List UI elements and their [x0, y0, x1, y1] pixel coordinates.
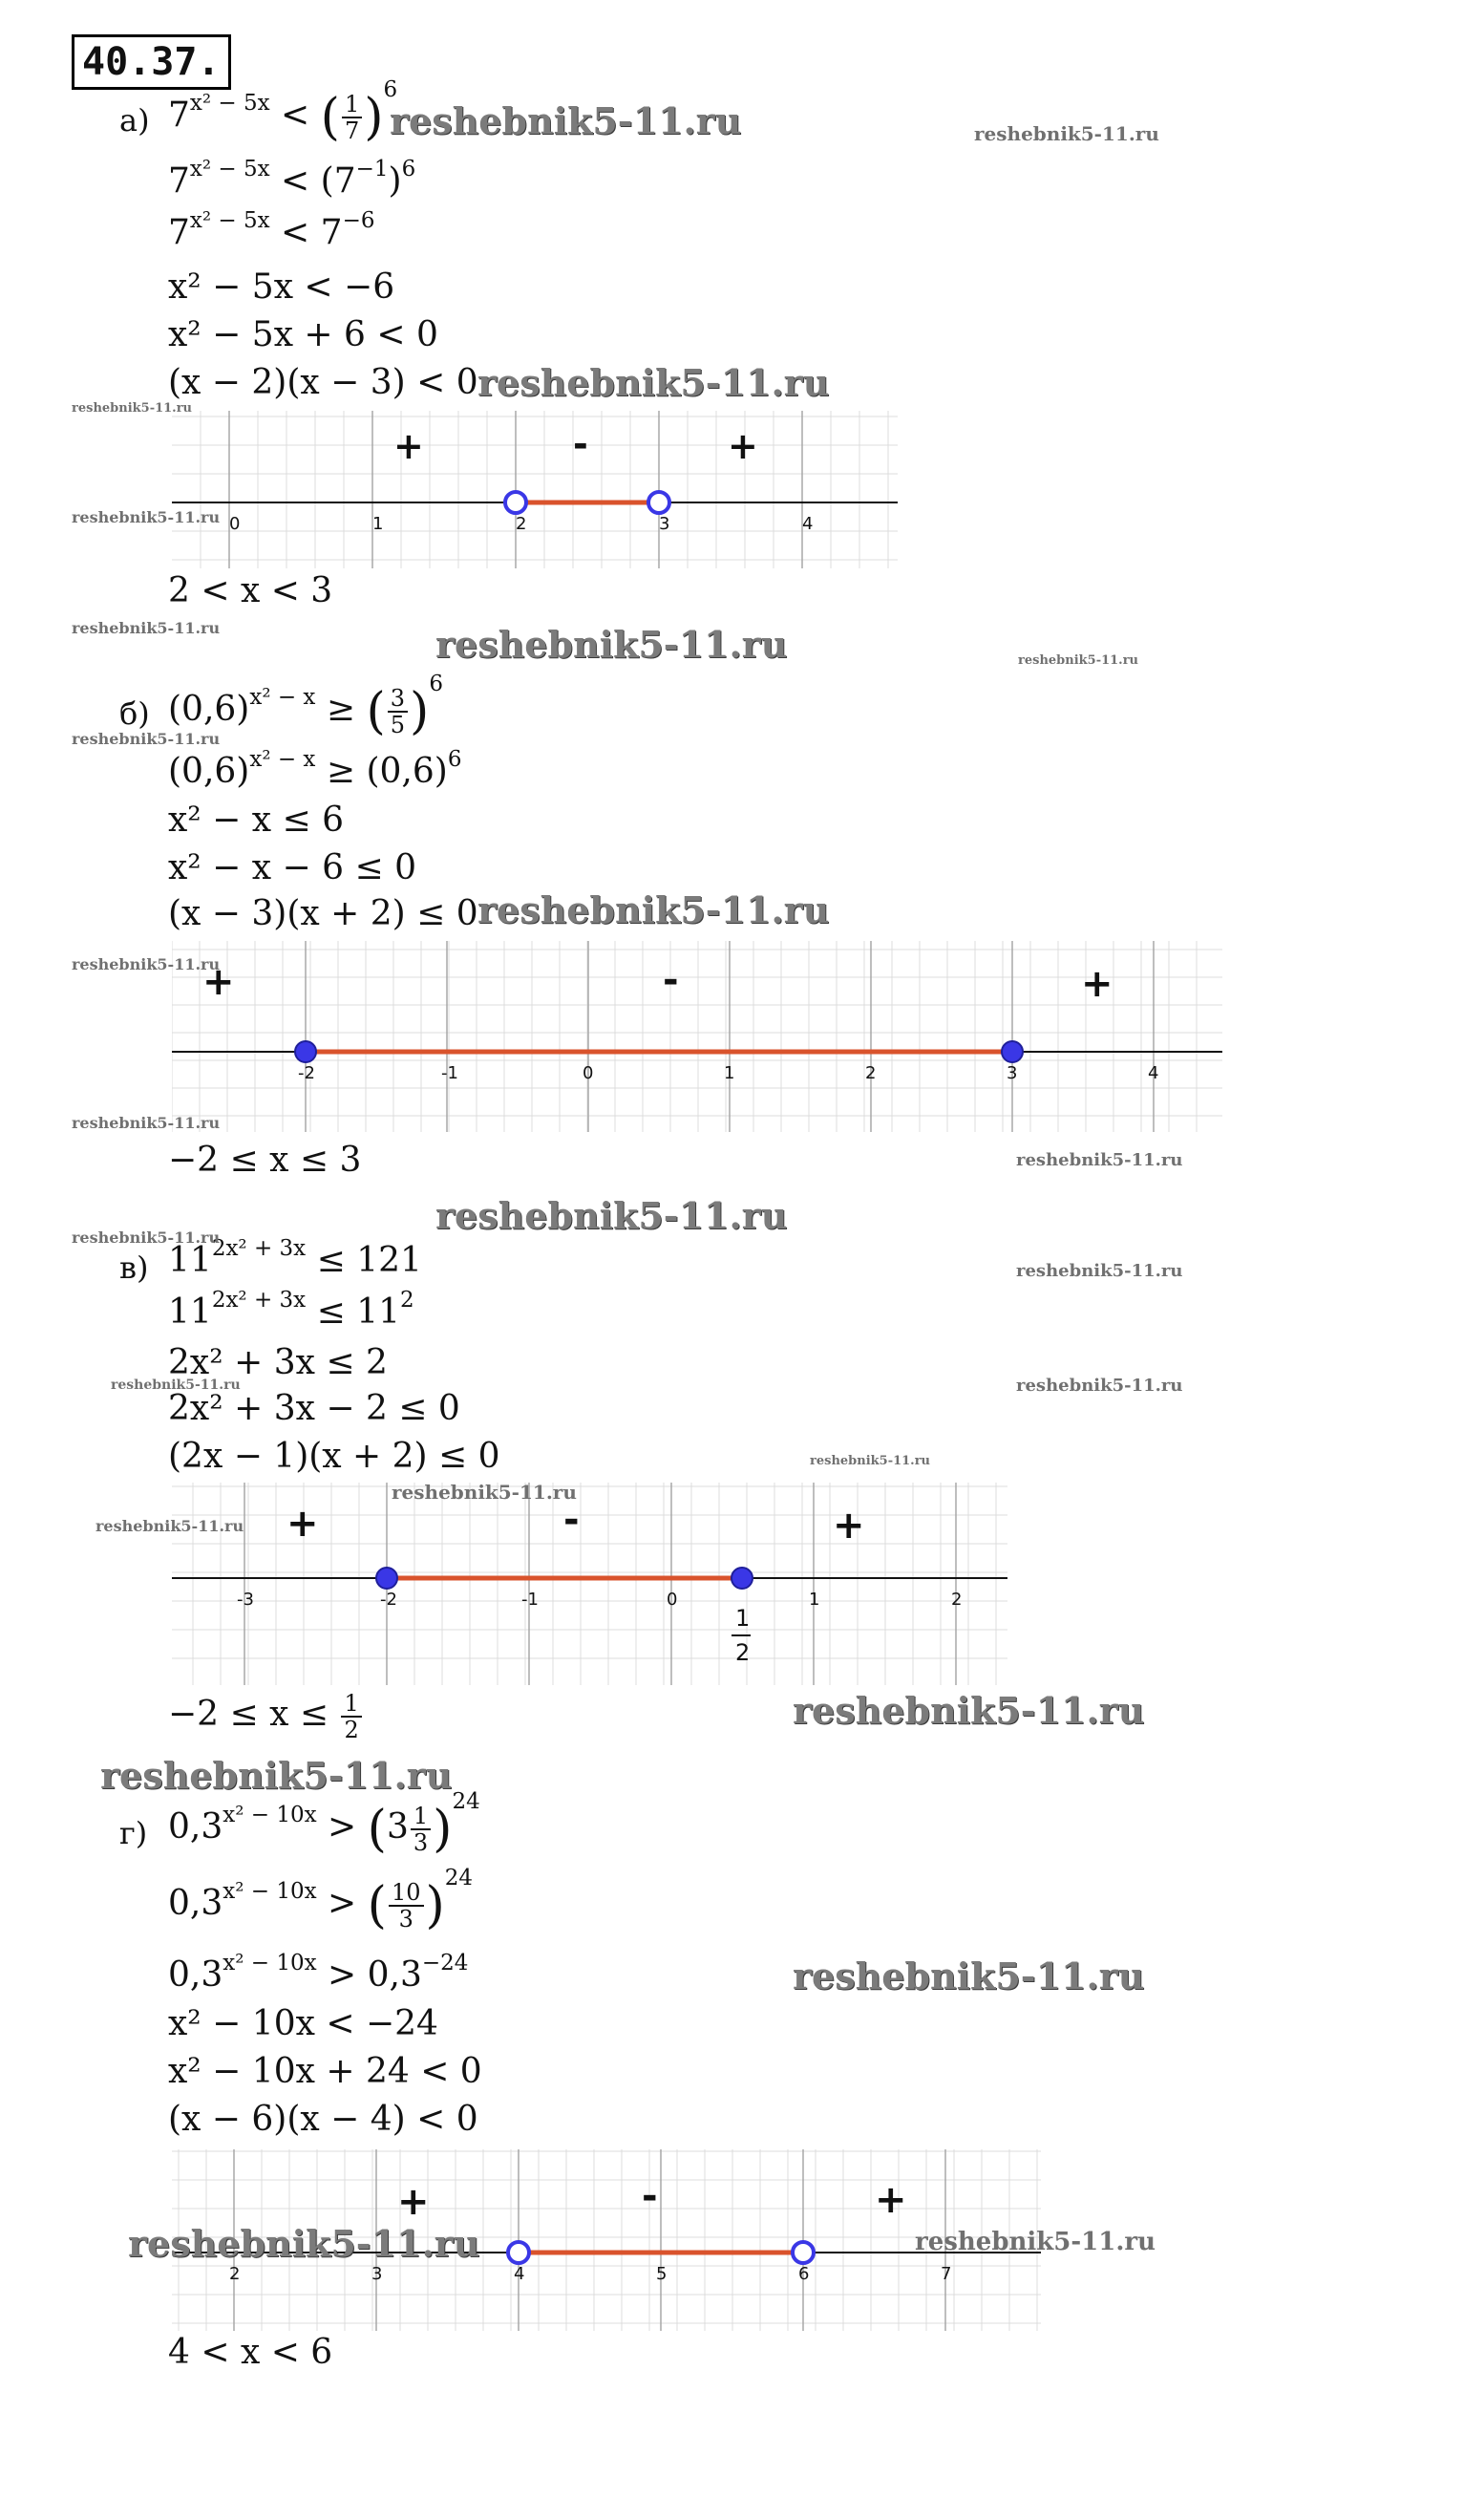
part-a-number-line — [172, 411, 898, 568]
exponent: x² − 5x — [189, 91, 270, 116]
part-b-number-line — [172, 941, 1222, 1132]
base: 11 — [168, 1241, 212, 1280]
part-a-line-4: x² − 5x < −6 — [168, 267, 395, 307]
sign-plus: + — [202, 960, 235, 1004]
denominator: 5 — [390, 712, 406, 738]
sign-plus: + — [728, 425, 758, 467]
tick-label: 1 — [724, 1063, 735, 1083]
tick-label: 3 — [371, 2264, 383, 2284]
closed-endpoint — [732, 1568, 753, 1589]
watermark: reshebnik5-11.ru — [974, 122, 1159, 145]
paren-close: ) — [425, 1877, 445, 1934]
open-endpoint — [508, 2242, 529, 2263]
part-g-line-3 — [168, 1951, 469, 1995]
watermark: reshebnik5-11.ru — [72, 1114, 221, 1132]
relation: ≥ (0,6) — [315, 752, 448, 791]
exponent: x² − 5x — [189, 157, 270, 182]
grid-major — [306, 941, 1154, 1132]
watermark: reshebnik5-11.ru — [793, 1954, 1145, 1997]
part-v-answer — [168, 1691, 364, 1742]
paren-close: ) — [364, 89, 384, 146]
base: 0,3 — [168, 1884, 223, 1923]
watermark: reshebnik5-11.ru — [72, 508, 221, 526]
part-g-answer: 4 < x < 6 — [168, 2333, 333, 2372]
open-endpoint — [505, 492, 526, 513]
fraction — [389, 1880, 424, 1932]
watermark: reshebnik5-11.ru — [1016, 1150, 1183, 1170]
part-g-label: г) — [119, 1815, 148, 1851]
tick-label: 5 — [656, 2264, 668, 2284]
part-v-line-4: 2x² + 3x − 2 ≤ 0 — [168, 1389, 460, 1428]
exponent: 2x² + 3x — [211, 1288, 307, 1313]
relation: < 7 — [269, 213, 343, 252]
tick-label: 0 — [229, 514, 241, 534]
fraction — [411, 1804, 431, 1855]
fraction — [342, 92, 362, 143]
tick-label: 2 — [229, 2264, 241, 2284]
part-a-line-1 — [168, 77, 398, 146]
tick-label: 2 — [516, 514, 527, 534]
base: 0,3 — [168, 1807, 223, 1847]
paren-close: ) — [433, 1801, 453, 1858]
paren-open: ( — [366, 683, 386, 740]
relation: ≤ 11 — [306, 1292, 400, 1332]
base: 7 — [168, 213, 190, 252]
base: 11 — [168, 1292, 212, 1332]
part-g-line-1 — [168, 1789, 480, 1858]
relation: < — [269, 96, 321, 135]
tick-label: 0 — [583, 1063, 594, 1083]
right-exponent: −6 — [342, 208, 375, 233]
denominator: 3 — [398, 1906, 413, 1933]
watermark: reshebnik5-11.ru — [100, 1754, 453, 1797]
base: 0,3 — [168, 1955, 223, 1995]
closed-endpoint — [1002, 1041, 1023, 1062]
paren-open: ( — [320, 89, 340, 146]
fraction — [341, 1691, 361, 1742]
watermark: reshebnik5-11.ru — [72, 619, 221, 637]
right-exponent: −24 — [421, 1951, 469, 1975]
part-a-label: а) — [119, 102, 150, 139]
tick-label: 4 — [1148, 1063, 1159, 1083]
part-a-line-6: (x − 2)(x − 3) < 0 — [168, 363, 478, 402]
outer-exponent: 24 — [444, 1866, 474, 1890]
outer-exponent: 6 — [401, 157, 416, 182]
paren-close: ) — [410, 683, 430, 740]
watermark: reshebnik5-11.ru — [95, 1517, 244, 1535]
numerator: 1 — [341, 1691, 361, 1718]
part-v-line-5: (2x − 1)(x + 2) ≤ 0 — [168, 1437, 500, 1476]
base: (0,6) — [168, 690, 250, 729]
base: 7 — [168, 161, 190, 201]
watermark: reshebnik5-11.ru — [390, 99, 742, 142]
grid-minor — [172, 411, 898, 568]
tick-label: 0 — [667, 1590, 678, 1610]
exponent: x² − 10x — [223, 1803, 317, 1827]
tick-label: 4 — [802, 514, 814, 534]
tick-label: -2 — [298, 1063, 315, 1083]
exponent: x² − 10x — [223, 1951, 317, 1975]
sign-plus: + — [286, 1502, 319, 1546]
paren-open: ( — [367, 1877, 387, 1934]
numerator: 1 — [411, 1804, 431, 1830]
tick-label: -1 — [441, 1063, 458, 1083]
whole-part: 3 — [386, 1807, 409, 1847]
sign-plus: + — [397, 2180, 430, 2224]
part-g-line-6: (x − 6)(x − 4) < 0 — [168, 2100, 478, 2139]
problem-number: 40.37. — [72, 34, 231, 90]
relation: ≤ 121 — [306, 1241, 422, 1280]
tick-label: 7 — [941, 2264, 952, 2284]
tick-label: 6 — [798, 2264, 810, 2284]
watermark: reshebnik5-11.ru — [435, 1194, 788, 1237]
paren-open: ( — [367, 1801, 387, 1858]
denominator: 3 — [413, 1829, 429, 1856]
exponent: x² − 5x — [189, 208, 270, 233]
open-endpoint — [793, 2242, 814, 2263]
exponent: x² − x — [249, 685, 316, 710]
part-b-line-5: (x − 3)(x + 2) ≤ 0 — [168, 894, 478, 933]
watermark: reshebnik5-11.ru — [1016, 1376, 1183, 1396]
answer-text: −2 ≤ x ≤ — [168, 1695, 340, 1734]
watermark: reshebnik5-11.ru — [1018, 653, 1139, 668]
watermark: reshebnik5-11.ru — [128, 2222, 480, 2265]
tick-label: 1 — [809, 1590, 820, 1610]
sign-plus: + — [1081, 962, 1113, 1006]
watermark: reshebnik5-11.ru — [477, 888, 830, 931]
numerator: 1 — [342, 92, 362, 118]
tick-label: 4 — [514, 2264, 525, 2284]
closed-endpoint — [295, 1041, 316, 1062]
relation: > 0,3 — [316, 1955, 422, 1995]
part-b-answer: −2 ≤ x ≤ 3 — [168, 1141, 362, 1180]
relation: > — [316, 1807, 368, 1847]
right-exponent: 2 — [400, 1288, 414, 1313]
exponent: x² − 10x — [223, 1879, 317, 1904]
tick-label: -1 — [521, 1590, 539, 1610]
tick-label: 3 — [1007, 1063, 1018, 1083]
relation: > — [316, 1884, 368, 1923]
outer-exponent: 24 — [452, 1789, 480, 1814]
outer-exponent: 6 — [383, 77, 398, 102]
part-b-line-2 — [168, 747, 462, 791]
watermark: reshebnik5-11.ru — [392, 1481, 577, 1504]
watermark: reshebnik5-11.ru — [111, 1377, 241, 1393]
watermark: reshebnik5-11.ru — [810, 1454, 931, 1468]
tick-label: -3 — [237, 1590, 254, 1610]
watermark: reshebnik5-11.ru — [435, 623, 788, 666]
part-b-line-4: x² − x − 6 ≤ 0 — [168, 848, 416, 887]
part-a-line-5: x² − 5x + 6 < 0 — [168, 315, 438, 354]
sign-minus: - — [573, 423, 588, 465]
outer-exponent: 6 — [429, 672, 443, 696]
exponent: x² − x — [249, 747, 316, 772]
part-g-line-4: x² − 10x < −24 — [168, 2004, 438, 2043]
part-v-line-3: 2x² + 3x ≤ 2 — [168, 1343, 388, 1382]
tick-label: 2 — [951, 1590, 963, 1610]
closed-endpoint — [376, 1568, 397, 1589]
part-a-answer: 2 < x < 3 — [168, 571, 333, 610]
tick-label: 2 — [865, 1063, 877, 1083]
sign-plus: + — [393, 425, 424, 467]
tick-half-numerator: 1 — [735, 1605, 751, 1632]
watermark: reshebnik5-11.ru — [72, 401, 193, 416]
denominator: 2 — [344, 1717, 359, 1743]
part-v-label: в) — [119, 1249, 149, 1286]
part-v-line-2 — [168, 1288, 414, 1332]
part-g-line-5: x² − 10x + 24 < 0 — [168, 2052, 482, 2091]
part-a-line-2 — [168, 157, 416, 201]
sign-minus: - — [563, 1498, 580, 1542]
sign-plus: + — [875, 2178, 907, 2222]
tick-label: 1 — [372, 514, 384, 534]
open-endpoint — [648, 492, 669, 513]
grid-minor — [172, 941, 1222, 1132]
sign-minus: - — [642, 2174, 658, 2218]
numerator: 10 — [389, 1880, 424, 1907]
part-a-line-3 — [168, 208, 375, 252]
part-v-number-line — [172, 1483, 1007, 1685]
watermark: reshebnik5-11.ru — [477, 361, 830, 404]
watermark: reshebnik5-11.ru — [915, 2228, 1156, 2256]
watermark: reshebnik5-11.ru — [793, 1689, 1145, 1732]
watermark: reshebnik5-11.ru — [72, 1228, 221, 1247]
base: 7 — [168, 96, 190, 135]
relation: ≥ — [315, 690, 367, 729]
right-exponent: 6 — [447, 747, 462, 772]
fraction — [388, 686, 408, 737]
part-g-line-2 — [168, 1866, 474, 1934]
tick-label: -2 — [380, 1590, 397, 1610]
denominator: 7 — [344, 117, 360, 144]
part-b-label: б) — [119, 695, 150, 732]
tick-label: 3 — [659, 514, 670, 534]
part-b-line-3: x² − x ≤ 6 — [168, 801, 345, 840]
base: (0,6) — [168, 752, 250, 791]
tick-half-denominator: 2 — [735, 1639, 751, 1666]
numerator: 3 — [388, 686, 408, 713]
exponent: 2x² + 3x — [211, 1236, 307, 1261]
watermark: reshebnik5-11.ru — [72, 730, 221, 748]
inner-exponent: −1 — [355, 157, 389, 182]
sign-plus: + — [833, 1504, 865, 1548]
watermark: reshebnik5-11.ru — [72, 955, 221, 973]
relation: < (7 — [269, 161, 356, 201]
watermark: reshebnik5-11.ru — [1016, 1261, 1183, 1281]
paren-close: ) — [388, 161, 402, 201]
sign-minus: - — [663, 958, 679, 1002]
